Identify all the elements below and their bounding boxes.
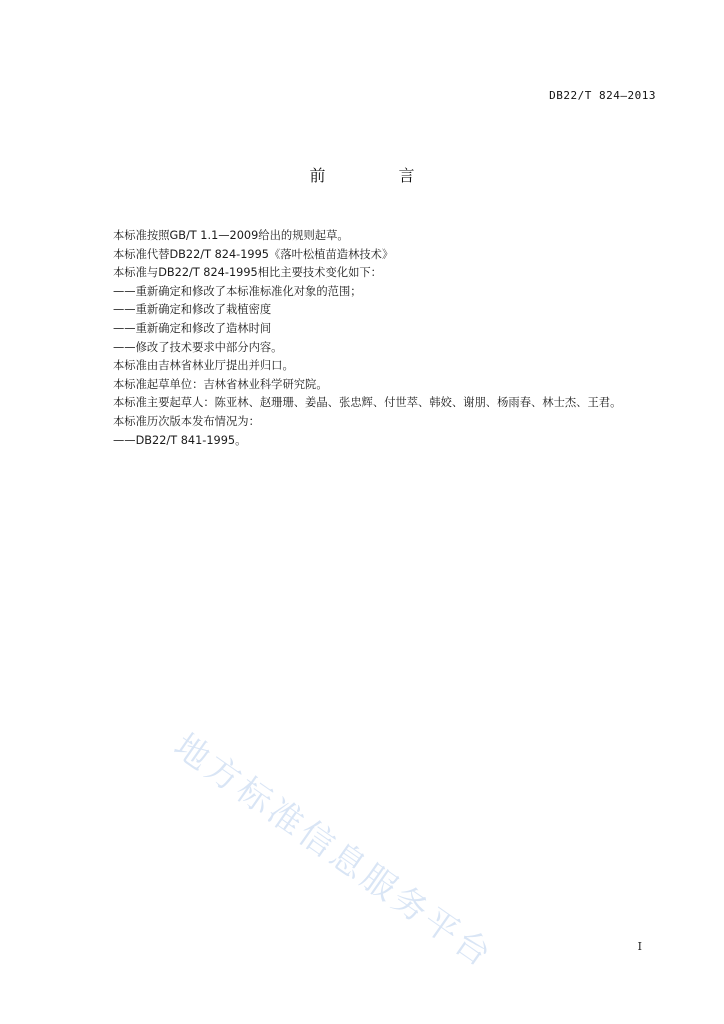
list-item: ——重新确定和修改了造林时间 bbox=[113, 321, 272, 335]
list-item: ——重新确定和修改了本标准标准化对象的范围； bbox=[113, 284, 362, 298]
foreword-body bbox=[90, 227, 656, 450]
paragraph: 本标准代替DB22/T 824-1995《落叶松植苗造林技术》 bbox=[113, 247, 394, 261]
page-number: I bbox=[637, 940, 642, 953]
list-item: ——重新确定和修改了栽植密度 bbox=[113, 303, 272, 317]
paragraph: 本标准历次版本发布情况为： bbox=[113, 414, 260, 428]
paragraph: 本标准由吉林省林业厅提出并归口。 bbox=[113, 359, 294, 373]
paragraph: 本标准起草单位：吉林省林业科学研究院。 bbox=[113, 377, 328, 391]
watermark: 地方标准信息服务平台 bbox=[166, 725, 501, 977]
paragraph: 本标准与DB22/T 824-1995相比主要技术变化如下： bbox=[113, 266, 382, 280]
page-title: 前 言 bbox=[309, 166, 449, 185]
paragraph: 本标准按照GB/T 1.1—2009给出的规则起草。 bbox=[113, 229, 349, 242]
list-item: ——修改了技术要求中部分内容。 bbox=[113, 340, 283, 354]
list-item: ——DB22/T 841-1995。 bbox=[113, 433, 247, 447]
paragraph: 本标准主要起草人：陈亚林、赵珊珊、姜晶、张忠辉、付世萃、韩姣、谢朋、杨雨春、林士杰、王君。 bbox=[113, 396, 622, 410]
standard-code: DB22/T 824—2013 bbox=[549, 89, 656, 102]
